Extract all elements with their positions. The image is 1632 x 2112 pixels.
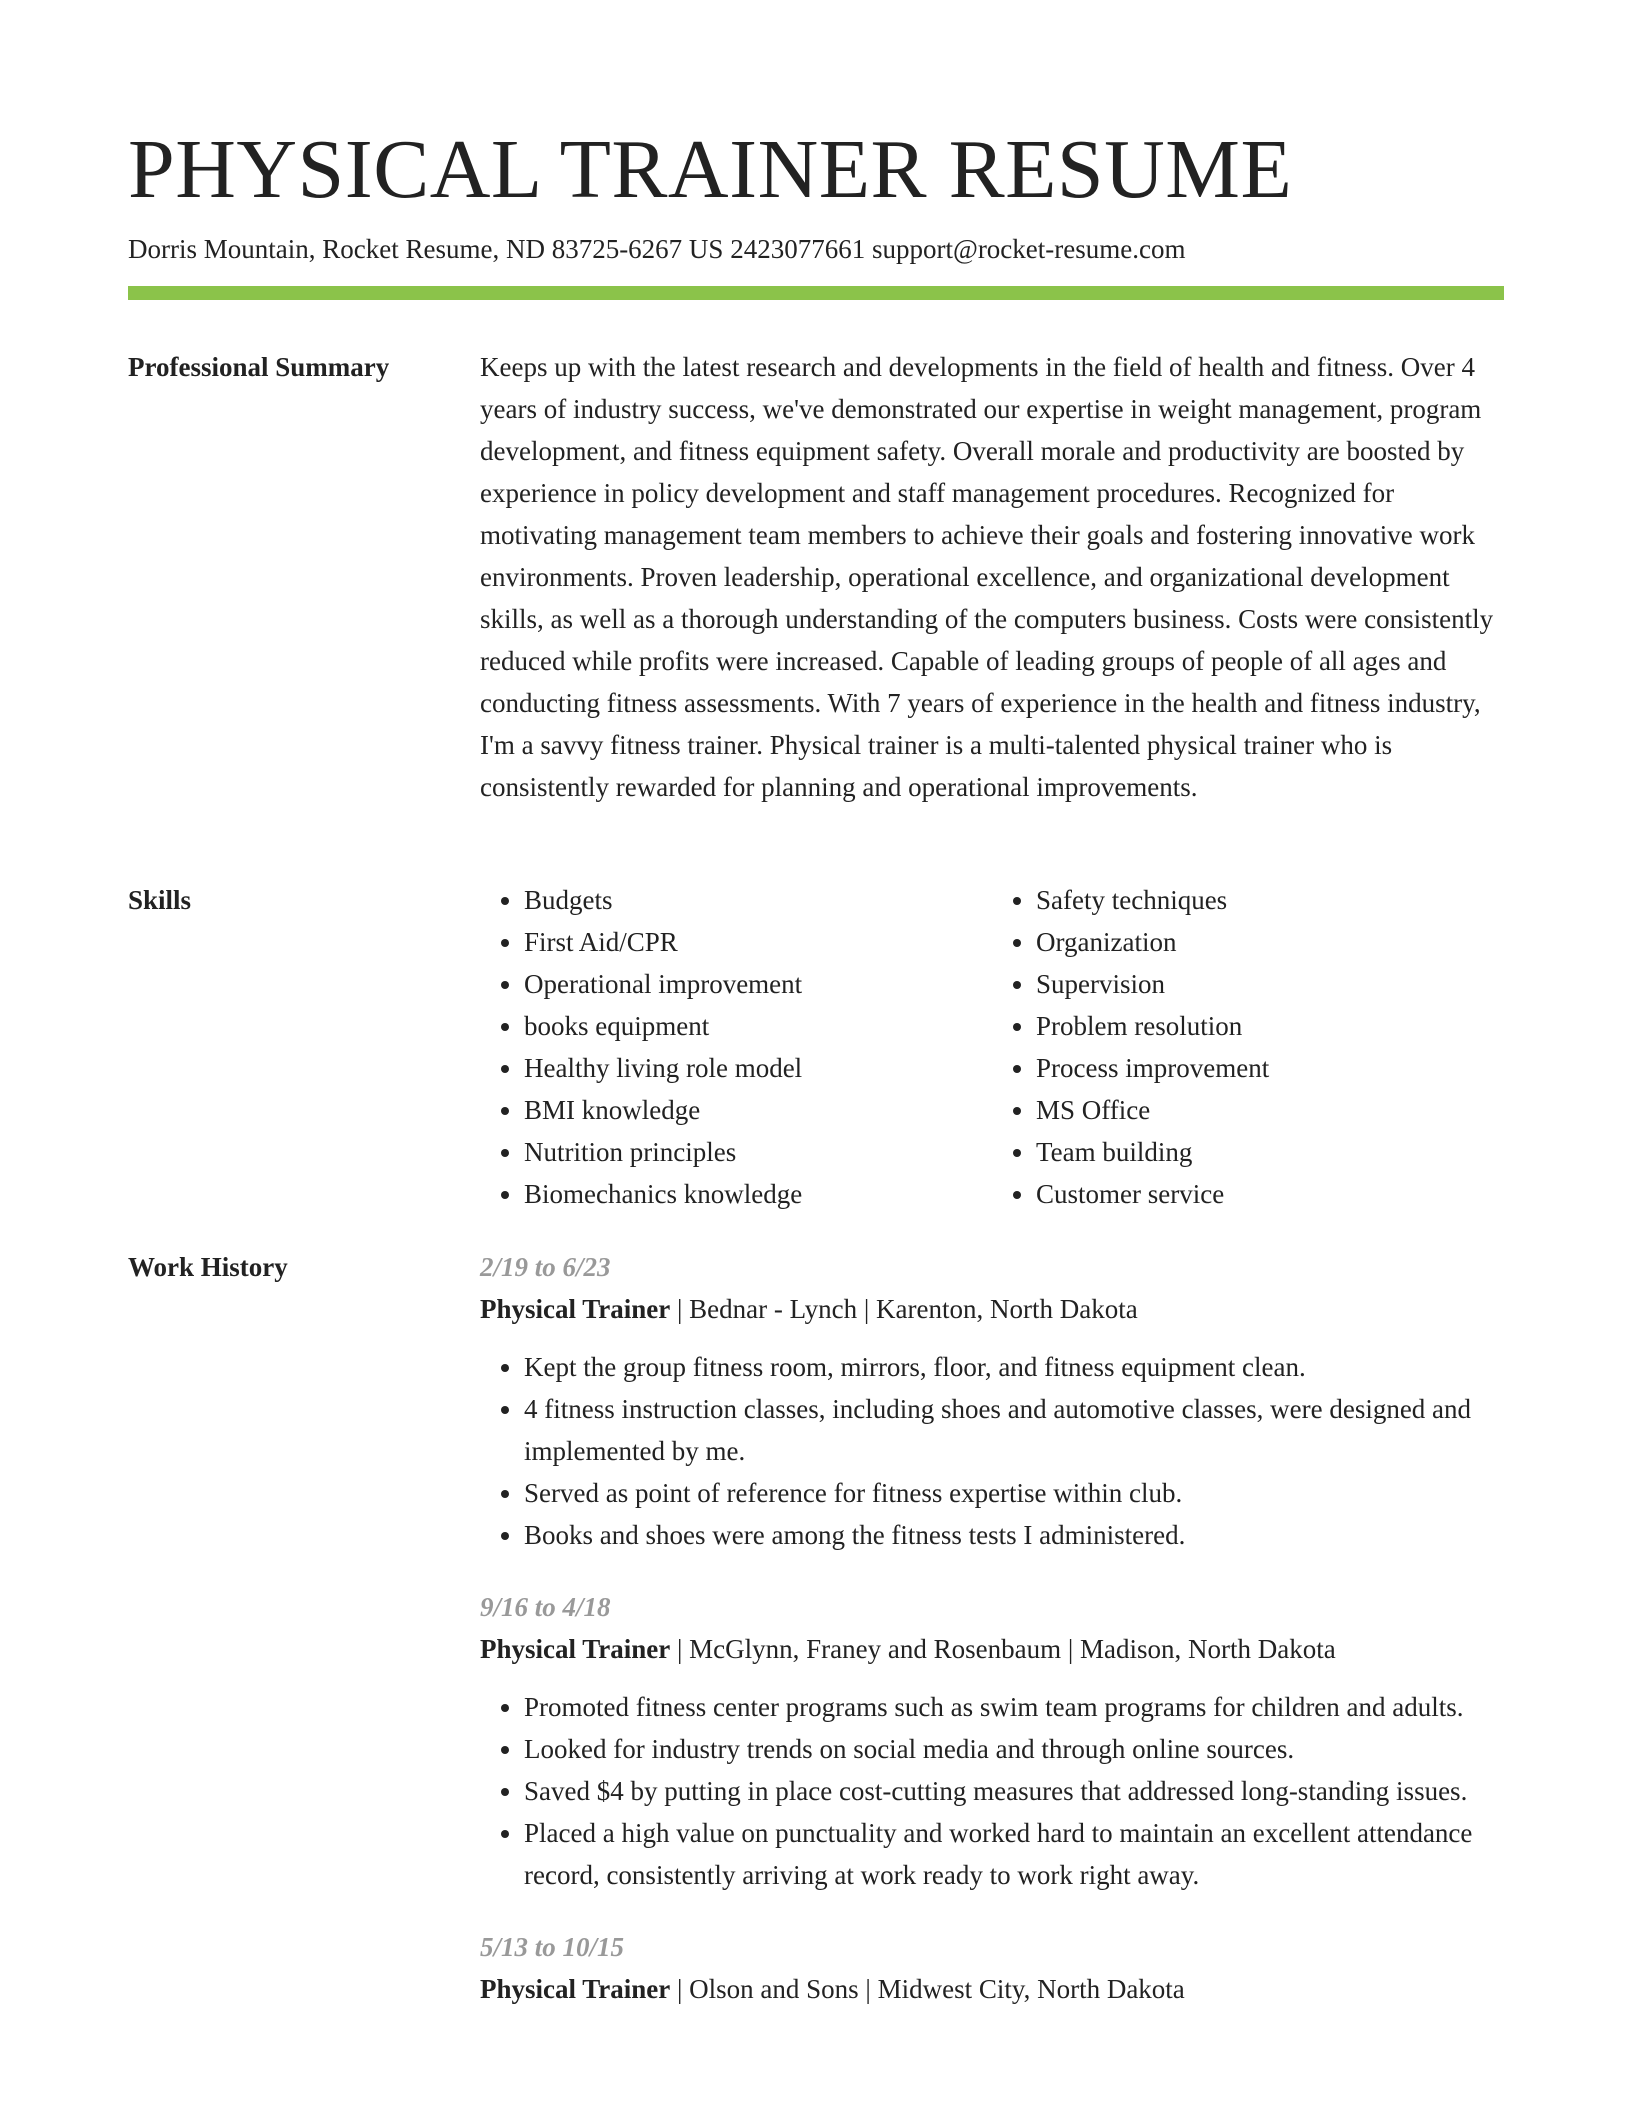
skill-item: • MS Office xyxy=(1036,1089,1504,1131)
job-bullet: • Promoted fitness center programs such as swim team programs for children and adults. xyxy=(524,1686,1504,1728)
skills-list-right xyxy=(992,879,1504,1215)
work-history-label: Work History xyxy=(128,1252,288,1282)
job-title: Physical Trainer xyxy=(480,1294,671,1324)
job-heading xyxy=(480,1288,1504,1330)
skills-label: Skills xyxy=(128,885,192,915)
job-dates: 2/19 to 6/23 xyxy=(480,1252,611,1282)
accent-divider xyxy=(128,286,1504,300)
job-bullets xyxy=(480,1686,1504,1896)
job-entry xyxy=(480,1586,1504,1896)
job-details: | Olson and Sons | Midwest City, North Dakota xyxy=(670,1974,1185,2004)
job-entry xyxy=(480,1246,1504,1556)
summary-section xyxy=(480,346,1504,808)
contact-line: Dorris Mountain, Rocket Resume, ND 83725-6267 US 2423077661 support@rocket-resume.com xyxy=(128,234,1186,264)
skills-section xyxy=(480,879,1504,1215)
job-bullet: • Kept the group fitness room, mirrors, floor, and fitness equipment clean. xyxy=(524,1346,1504,1388)
job-bullet: • Saved $4 by putting in place cost-cutting measures that addressed long-standing issues. xyxy=(524,1770,1504,1812)
job-bullets xyxy=(480,1346,1504,1556)
skill-item: • Team building xyxy=(1036,1131,1504,1173)
job-title: Physical Trainer xyxy=(480,1634,671,1664)
skill-item: • Customer service xyxy=(1036,1173,1504,1215)
resume-title: PHYSICAL TRAINER RESUME xyxy=(128,123,1293,216)
skill-item: • Operational improvement xyxy=(524,963,992,1005)
skill-item: • books equipment xyxy=(524,1005,992,1047)
job-details: | McGlynn, Franey and Rosenbaum | Madison, North Dakota xyxy=(670,1634,1336,1664)
skills-list-left xyxy=(480,879,992,1215)
job-dates: 5/13 to 10/15 xyxy=(480,1932,625,1962)
job-bullet: • 4 fitness instruction classes, including shoes and automotive classes, were designed and implemented by me. xyxy=(524,1388,1504,1472)
job-dates: 9/16 to 4/18 xyxy=(480,1592,611,1622)
skill-item: • Nutrition principles xyxy=(524,1131,992,1173)
skill-item: • Budgets xyxy=(524,879,992,921)
skill-item: • Safety techniques xyxy=(1036,879,1504,921)
job-heading xyxy=(480,1628,1504,1670)
job-bullet: • Served as point of reference for fitness expertise within club. xyxy=(524,1472,1504,1514)
summary-label: Professional Summary xyxy=(128,352,390,382)
job-bullet: • Looked for industry trends on social media and through online sources. xyxy=(524,1728,1504,1770)
job-details: | Bednar - Lynch | Karenton, North Dakota xyxy=(670,1294,1138,1324)
job-bullet: • Books and shoes were among the fitness tests I administered. xyxy=(524,1514,1504,1556)
job-heading xyxy=(480,1968,1504,2010)
skill-item: • Healthy living role model xyxy=(524,1047,992,1089)
skill-item: • Supervision xyxy=(1036,963,1504,1005)
job-bullet: • Placed a high value on punctuality and worked hard to maintain an excellent attendance record, consistently arriving at work ready to work right away. xyxy=(524,1812,1504,1896)
skill-item: • BMI knowledge xyxy=(524,1089,992,1131)
job-entry xyxy=(480,1926,1504,2010)
skill-item: • Problem resolution xyxy=(1036,1005,1504,1047)
summary-text: Keeps up with the latest research and developments in the field of health and fitness. Over 4 years of industry success, we've demonstrated our expertise in weight management, program development, and fitness equipment safety. Overall morale and productivity are boosted by experience in policy development and staff management procedures. Recognized for motivating management team members to achieve their goals and fostering innovative work environments. Proven leadership, operational excellence, and organizational development skills, as well as a thorough understanding of the computers business. Costs were consistently reduced while profits were increased. Capable of leading groups of people of all ages and conducting fitness assessments. With 7 years of experience in the health and fitness industry, I'm a savvy fitness trainer. Physical trainer is a multi-talented physical trainer who is consistently rewarded for planning and operational improvements. xyxy=(480,352,1494,802)
skill-item: • First Aid/CPR xyxy=(524,921,992,963)
skill-item: • Biomechanics knowledge xyxy=(524,1173,992,1215)
skill-item: • Organization xyxy=(1036,921,1504,963)
work-history-section xyxy=(480,1246,1504,2040)
skill-item: • Process improvement xyxy=(1036,1047,1504,1089)
job-title: Physical Trainer xyxy=(480,1974,671,2004)
